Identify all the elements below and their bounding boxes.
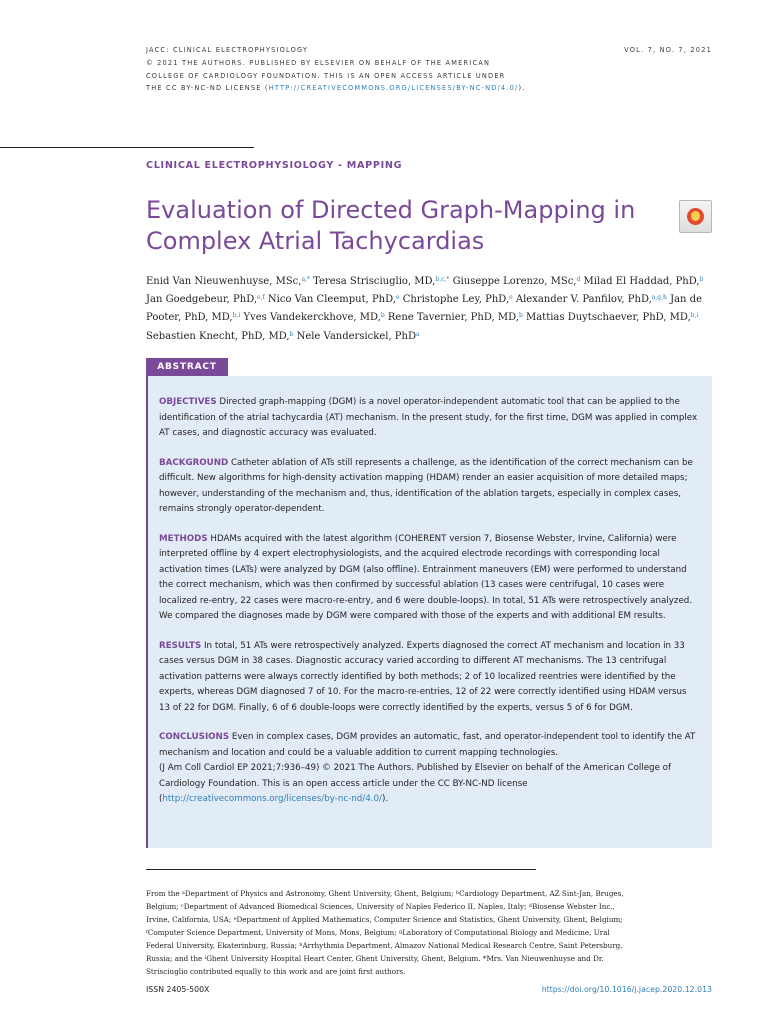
abstract-objectives — [159, 395, 699, 442]
footnote-affiliation-mark: a — [181, 890, 185, 896]
author-name: Sebastien Knecht, PhD, MD, — [146, 330, 290, 342]
doi-link[interactable]: https://doi.org/10.1016/j.jacep.2020.12.013 — [541, 985, 712, 994]
author-affiliation: a,g,h — [651, 294, 667, 302]
author-name: Christophe Ley, PhD, — [402, 294, 510, 306]
license-prefix: THE CC BY-NC-ND LICENSE ( — [146, 84, 269, 93]
crossmark-icon[interactable] — [679, 200, 712, 233]
footnote-affiliation-mark: b — [455, 890, 460, 896]
author-name: Nico Van Cleemput, PhD, — [267, 294, 396, 306]
author-affiliation: a,* — [301, 276, 310, 283]
author-name: Jan de Pooter, PhD, MD, — [146, 294, 702, 324]
author-affiliation: e — [509, 294, 513, 302]
license-link[interactable]: HTTP://CREATIVECOMMONS.ORG/LICENSES/BY-NC-ND/4.0/ — [268, 84, 519, 93]
issn: ISSN 2405-500X — [146, 985, 210, 994]
background-label: BACKGROUND — [159, 457, 229, 468]
footnote-affiliation-mark: c — [180, 903, 184, 909]
volume-info: VOL. 7, NO. 7, 2021 — [624, 46, 712, 54]
author-name: Giuseppe Lorenzo, MSc, — [452, 276, 577, 287]
section-label: CLINICAL ELECTROPHYSIOLOGY - MAPPING — [146, 160, 403, 171]
journal-name: JACC: CLINICAL ELECTROPHYSIOLOGY — [146, 46, 309, 54]
abstract-tab: ABSTRACT — [146, 358, 228, 376]
footnote-affiliation: Department of Advanced Biomedical Sciences, University of Naples Federico II, Naples, Italy; — [183, 902, 529, 911]
citation-end: ). — [381, 794, 389, 804]
author-affiliation: b — [380, 312, 385, 320]
author-affiliation: e,f — [257, 294, 265, 302]
footnote-affiliation: Department of Applied Mathematics, Computer Science and Statistics, Ghent University, Ghent, Belgium; — [236, 915, 623, 924]
author-name: Enid Van Nieuwenhuyse, MSc, — [146, 276, 302, 287]
conclusions-label: CONCLUSIONS — [159, 732, 230, 742]
journal-header — [146, 44, 566, 95]
author-name: Yves Vandekerckhove, MD, — [243, 312, 381, 324]
footnote-affiliation: Department of Physics and Astronomy, Ghent University, Ghent, Belgium; — [184, 889, 456, 898]
author-affiliation: b,i — [232, 312, 241, 320]
footnote-affiliation-mark: f — [146, 929, 148, 935]
author-affiliation: a — [415, 330, 420, 338]
author-affiliation: d — [576, 276, 581, 283]
methods-text: HDAMs acquired with the latest algorithm (COHERENT version 7, Biosense Webster, Irvine, California) were interpreted offline by 4 expert electrophysiologists, and the acquired electrode recordings with corresponding local activation times (LATs) were analyzed by DGM (also offline). Entrainment maneuvers (EM) were performed to understand the correct mechanism, which was then confirmed by successful ablation (13 cases were centrifugal, 10 cases were localized re-entry, 22 cases were macro-re-entry, and 6 were double-loops). In total, 51 ATs were retrospectively analyzed. We compared the diagnoses made by DGM were compared with those of the experts and with additional EM results. — [159, 533, 693, 621]
abstract-methods — [159, 532, 699, 625]
author-name: Rene Tavernier, PhD, MD, — [387, 312, 519, 324]
footnote-affiliation: Computer Science Department, University of Mons, Mons, Belgium; — [147, 928, 399, 937]
footnote-prefix: From the — [146, 889, 182, 898]
author-name: Milad El Haddad, PhD, — [583, 276, 700, 287]
footnote-affiliation-mark: d — [528, 903, 532, 909]
footnote-affiliation: Arrhythmia Department, Almazov National Medical Research Centre, Saint Petersburg, Russia; and the — [146, 941, 623, 963]
citation-license-link[interactable]: http://creativecommons.org/licenses/by-nc-nd/4.0/ — [162, 794, 382, 804]
author-list — [146, 272, 716, 345]
copyright-line-2: COLLEGE OF CARDIOLOGY FOUNDATION. THIS IS AN OPEN ACCESS ARTICLE UNDER — [146, 71, 506, 80]
author-name: Nele Vandersickel, PhD — [296, 330, 416, 342]
copyright-line-1: © 2021 THE AUTHORS. PUBLISHED BY ELSEVIER ON BEHALF OF THE AMERICAN — [146, 58, 491, 67]
abstract-background — [159, 456, 699, 518]
footnote-rule — [146, 869, 536, 870]
author-name: Mattias Duytschaever, PhD, MD, — [525, 312, 691, 324]
objectives-label: OBJECTIVES — [159, 397, 217, 407]
author-affiliation: e — [395, 294, 400, 302]
footnote-affiliation: Laboratory of Computational Biology and Medicine, Ural Federal University, Ekaterinburg, Russia; — [146, 928, 610, 950]
methods-label: METHODS — [159, 533, 208, 544]
author-affiliation: b,c,* — [435, 276, 450, 283]
abstract-text — [159, 395, 699, 822]
footnote-affiliation-mark: h — [299, 942, 303, 948]
author-name: Alexander V. Panfilov, PhD, — [515, 294, 652, 306]
footnote-affiliation-mark: e — [233, 916, 237, 922]
background-text: Catheter ablation of ATs still represents a challenge, as the identification of the correct mechanism can be difficult. New algorithms for high-density activation mapping (HDAM) render an easier acquisition of more detailed maps; however, understanding of the mechanism and, thus, identification of the ablation targets, especially in complex cases, remains strongly operator-dependent. — [159, 457, 693, 514]
header-rule — [0, 147, 254, 148]
article-title: Evaluation of Directed Graph-Mapping in Complex Atrial Tachycardias — [146, 196, 636, 255]
abstract-conclusions — [159, 730, 699, 808]
author-affiliation: b — [699, 276, 704, 283]
results-label: RESULTS — [159, 640, 202, 651]
license-suffix: ). — [518, 84, 526, 93]
footnote-affiliation: Biosense Webster Inc., Irvine, California, USA; — [146, 902, 615, 924]
author-affiliation: b,i — [690, 312, 699, 320]
footnote-affiliation-mark: i — [204, 955, 207, 961]
results-text: In total, 51 ATs were retrospectively analyzed. Experts diagnosed the correct AT mechanism and location in 33 cases versus DGM in 38 cases. Diagnostic accuracy varied according to different AT mechanisms. The 13 centrifugal activation patterns were always correctly identified by both methods; 2 of 10 localized reentries were identified by the experts, whereas DGM diagnosed 7 of 10. For the macro-re-entries, 12 of 22 were correctly identified using HDAM versus 13 of 22 for DGM. Finally, 6 of 6 double-loops were correctly identified by the experts, versus 5 of 6 for DGM. — [159, 640, 687, 713]
conclusions-text: Even in complex cases, DGM provides an automatic, fast, and operator-independent tool to identify the AT mechanism and location and could be a valuable addition to current mapping technologies. — [159, 732, 696, 758]
abstract-results — [159, 639, 699, 717]
footnote-affiliation: Cardiology Department, AZ Sint-Jan, Bruges, Belgium; — [146, 889, 624, 911]
citation-text: (J Am Coll Cardiol EP 2021;7:936–49) © 2021 The Authors. Published by Elsevier on behalf of the American College of Cardiology Foundation. This is an open access article under the CC BY-NC-ND license ( — [159, 763, 672, 804]
author-affiliation: b — [518, 312, 523, 320]
author-affiliation: b — [289, 330, 294, 338]
author-name: Teresa Strisciuglio, MD, — [313, 276, 436, 287]
footnote-affiliation: Ghent University Hospital Heart Center, Ghent University, Ghent, Belgium. — [206, 954, 483, 963]
author-name: Jan Goedgebeur, PhD, — [146, 294, 258, 306]
footnote-joint-authors: *Mrs. Van Nieuwenhuyse and Dr. Strisciuglio contributed equally to this work and are joint first authors. — [146, 954, 604, 976]
affiliations-footnote — [146, 887, 636, 978]
license-line — [146, 82, 566, 95]
crossmark-logo — [687, 208, 704, 225]
objectives-text: Directed graph-mapping (DGM) is a novel operator-independent automatic tool that can be applied to the identification of the atrial tachycardia (AT) mechanism. In the present study, for the first time, DGM was applied in complex AT cases, and diagnostic accuracy was evaluated. — [159, 397, 698, 438]
footnote-affiliation-mark: g — [398, 929, 403, 935]
